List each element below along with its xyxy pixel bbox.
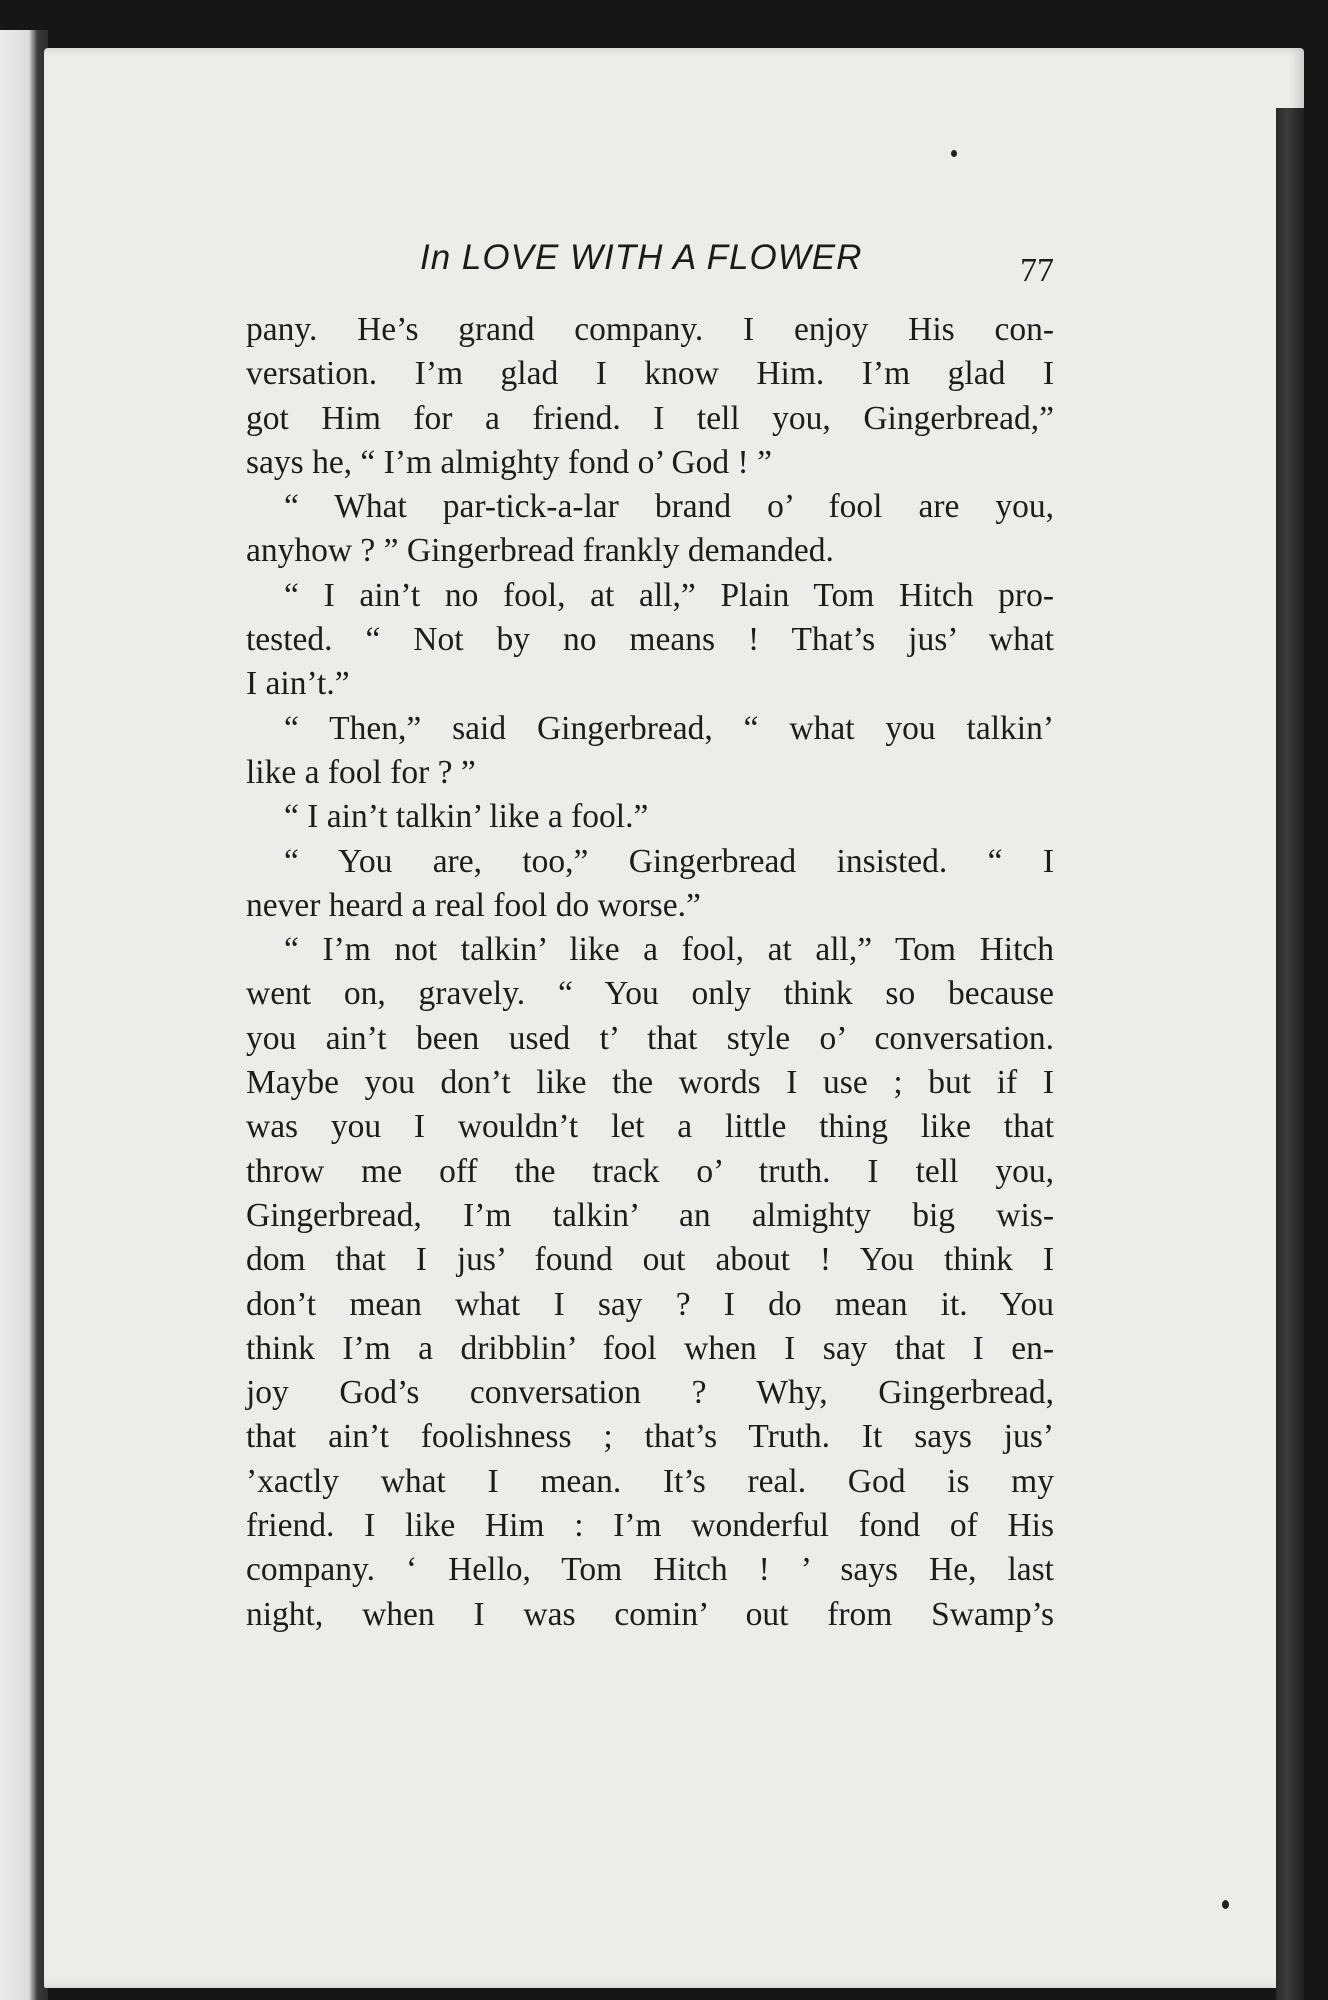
text-line: throw me off the track o’ truth. I tell you, (246, 1152, 1054, 1190)
text-line: you ain’t been used t’ that style o’ conversation. (246, 1019, 1054, 1057)
text-line: got Him for a friend. I tell you, Gingerbread,” (246, 399, 1054, 437)
text-line: never heard a real fool do worse.” (246, 886, 701, 924)
text-line: don’t mean what I say ? I do mean it. You (246, 1285, 1054, 1323)
text-line: Gingerbread, I’m talkin’ an almighty big wis- (246, 1196, 1054, 1234)
body-text (246, 308, 1054, 1637)
facing-page-edge (0, 30, 48, 2000)
text-line: says he, “ I’m almighty fond o’ God ! ” (246, 443, 772, 481)
text-line: night, when I was comin’ out from Swamp’s (246, 1595, 1054, 1633)
text-line: I ain’t.” (246, 665, 350, 703)
text-line: “ Then,” said Gingerbread, “ what you talkin’ (284, 709, 1054, 747)
text-line: joy God’s conversation ? Why, Gingerbread, (246, 1374, 1054, 1412)
text-line: dom that I jus’ found out about ! You think I (246, 1241, 1054, 1279)
text-line: pany. He’s grand company. I enjoy His con- (246, 311, 1054, 348)
running-head: In LOVE WITH A FLOWER (420, 238, 863, 277)
page-number: 77 (1020, 252, 1054, 289)
text-line: “ I ain’t talkin’ like a fool.” (284, 798, 649, 836)
text-line: “ What par-tick-a-lar brand o’ fool are you, (284, 488, 1054, 526)
text-line: that ain’t foolishness ; that’s Truth. It says jus’ (246, 1418, 1054, 1456)
text-line: like a fool for ? ” (246, 753, 476, 791)
text-line: ’xactly what I mean. It’s real. God is my (246, 1462, 1054, 1500)
text-line: company. ‘ Hello, Tom Hitch ! ’ says He, last (246, 1551, 1054, 1589)
text-line: friend. I like Him : I’m wonderful fond of His (246, 1507, 1054, 1545)
text-line: tested. “ Not by no means ! That’s jus’ what (246, 621, 1054, 659)
text-line: “ I ain’t no fool, at all,” Plain Tom Hitch pro- (284, 576, 1054, 614)
dust-speck (1222, 1900, 1229, 1909)
text-line: “ I’m not talkin’ like a fool, at all,” Tom Hitch (284, 931, 1054, 969)
text-line: was you I wouldn’t let a little thing like that (246, 1108, 1054, 1146)
text-line: went on, gravely. “ You only think so because (246, 975, 1054, 1013)
dust-speck (951, 150, 957, 157)
text-line: “ You are, too,” Gingerbread insisted. “ I (284, 842, 1054, 880)
page-fore-edge (1276, 108, 1304, 2000)
text-line: anyhow ? ” Gingerbread frankly demanded. (246, 532, 834, 570)
text-line: Maybe you don’t like the words I use ; but if I (246, 1064, 1054, 1102)
text-line: think I’m a dribblin’ fool when I say that I en- (246, 1329, 1054, 1367)
text-line: versation. I’m glad I know Him. I’m glad I (246, 355, 1054, 393)
